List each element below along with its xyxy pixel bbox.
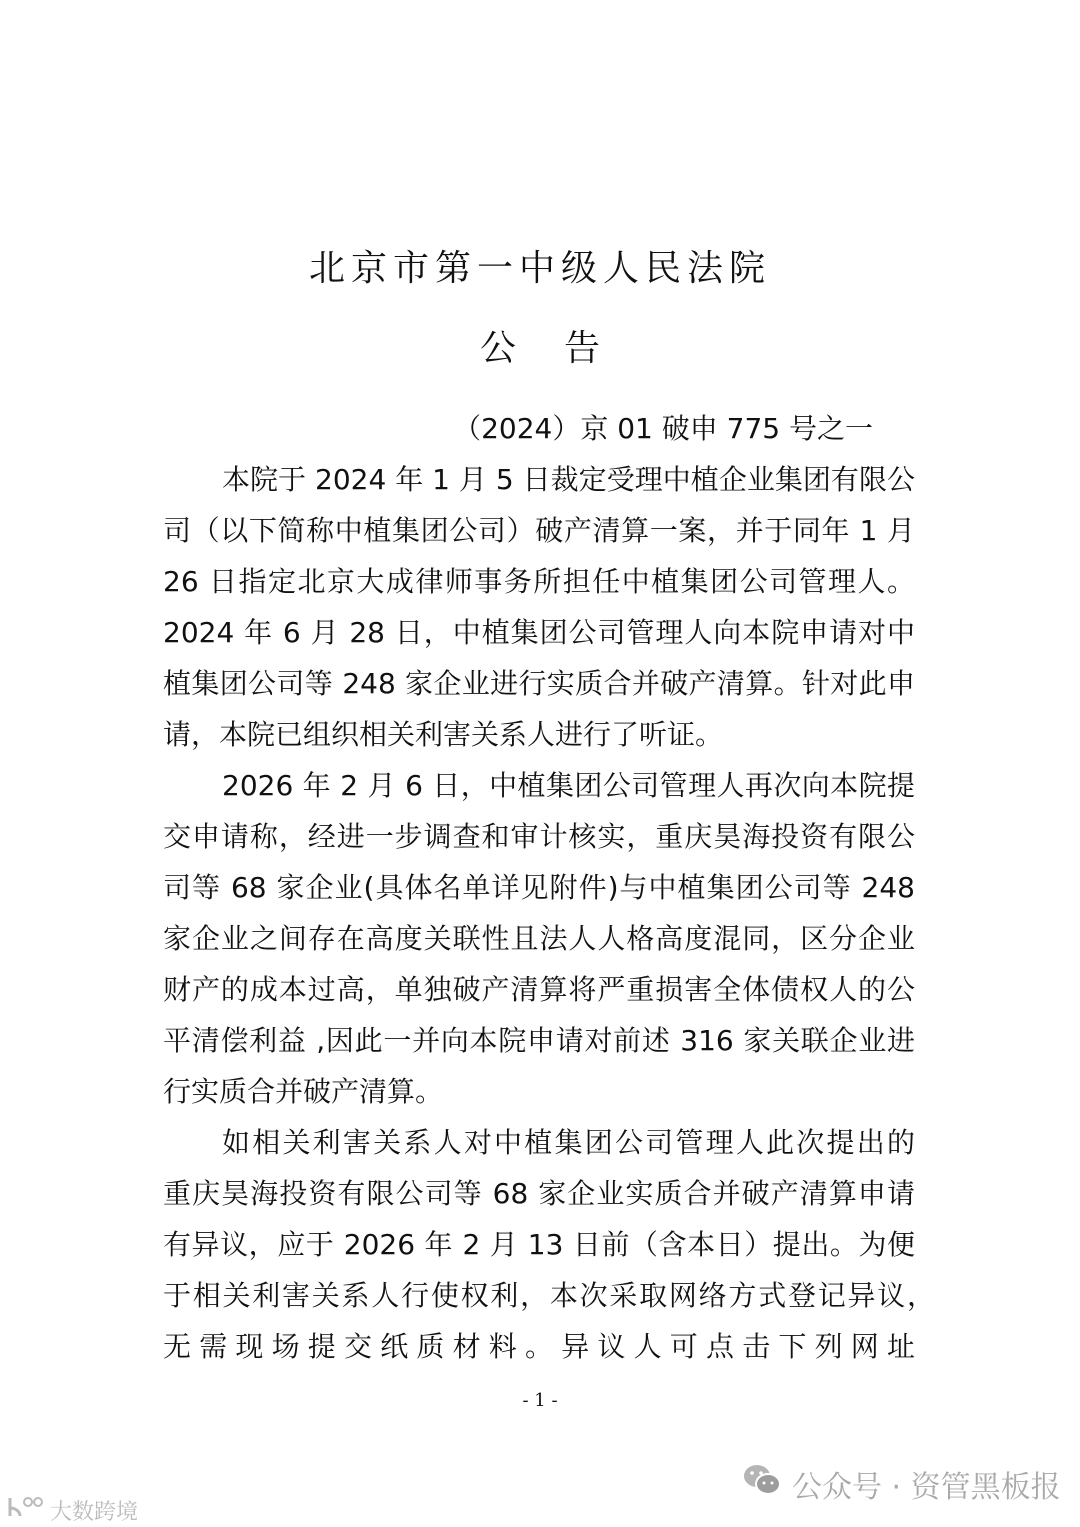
text-line: 如相关利害关系人对中植集团公司管理人此次提出的	[222, 1126, 915, 1159]
text-line: 有异议，应于 2026 年 2 月 13 日前（含本日）提出。为便	[163, 1228, 915, 1261]
text-line: 本院于 2024 年 1 月 5 日裁定受理中植企业集团有限公	[222, 463, 915, 496]
notice-title-char: 公	[479, 328, 516, 369]
brand-logo-icon	[6, 1494, 46, 1526]
text-line: 重庆昊海投资有限公司等 68 家企业实质合并破产清算申请	[163, 1177, 915, 1210]
text-line: 家企业之间存在高度关联性且法人人格高度混同，区分企业	[163, 922, 915, 955]
notice-title	[0, 320, 1080, 371]
page-number: - 1 -	[522, 1390, 558, 1411]
text-line: 财产的成本过高，单独破产清算将严重损害全体债权人的公	[163, 973, 915, 1006]
text-line: 植集团公司等 248 家企业进行实质合并破产清算。针对此申	[163, 667, 915, 700]
text-line: 行实质合并破产清算。	[163, 1075, 444, 1108]
text-line: 于相关利害关系人行使权利，本次采取网络方式登记异议，	[163, 1279, 935, 1312]
text-line: 26 日指定北京大成律师事务所担任中植集团公司管理人。	[163, 565, 915, 598]
wechat-watermark-text: 公众号 · 资管黑板报	[792, 1470, 1061, 1505]
text-line: 司等 68 家企业(具体名单详见附件)与中植集团公司等 248	[163, 871, 915, 904]
case-number: （2024）京 01 破申 775 号之一	[453, 412, 873, 445]
wechat-watermark	[742, 1462, 1061, 1506]
text-line: 交申请称，经进一步调查和审计核实，重庆昊海投资有限公	[163, 820, 915, 853]
court-name-title: 北京市第一中级人民法院	[308, 248, 771, 289]
brand-watermark	[6, 1494, 138, 1526]
text-line: 平清偿利益 ,因此一并向本院申请对前述 316 家关联企业进	[163, 1024, 915, 1057]
text-line: 2024 年 6 月 28 日，中植集团公司管理人向本院申请对中	[163, 616, 915, 649]
text-line: 2026 年 2 月 6 日，中植集团公司管理人再次向本院提	[222, 769, 915, 802]
document-body	[163, 403, 935, 1372]
brand-watermark-text: 大数跨境	[50, 1499, 139, 1525]
notice-title-char: 告	[564, 328, 601, 369]
text-line: 请，本院已组织相关利害关系人进行了听证。	[163, 718, 724, 751]
text-line: 无需现场提交纸质材料。异议人可点击下列网址	[163, 1330, 915, 1363]
text-line: 司（以下简称中植集团公司）破产清算一案，并于同年 1 月	[163, 514, 915, 547]
wechat-icon	[742, 1462, 782, 1506]
